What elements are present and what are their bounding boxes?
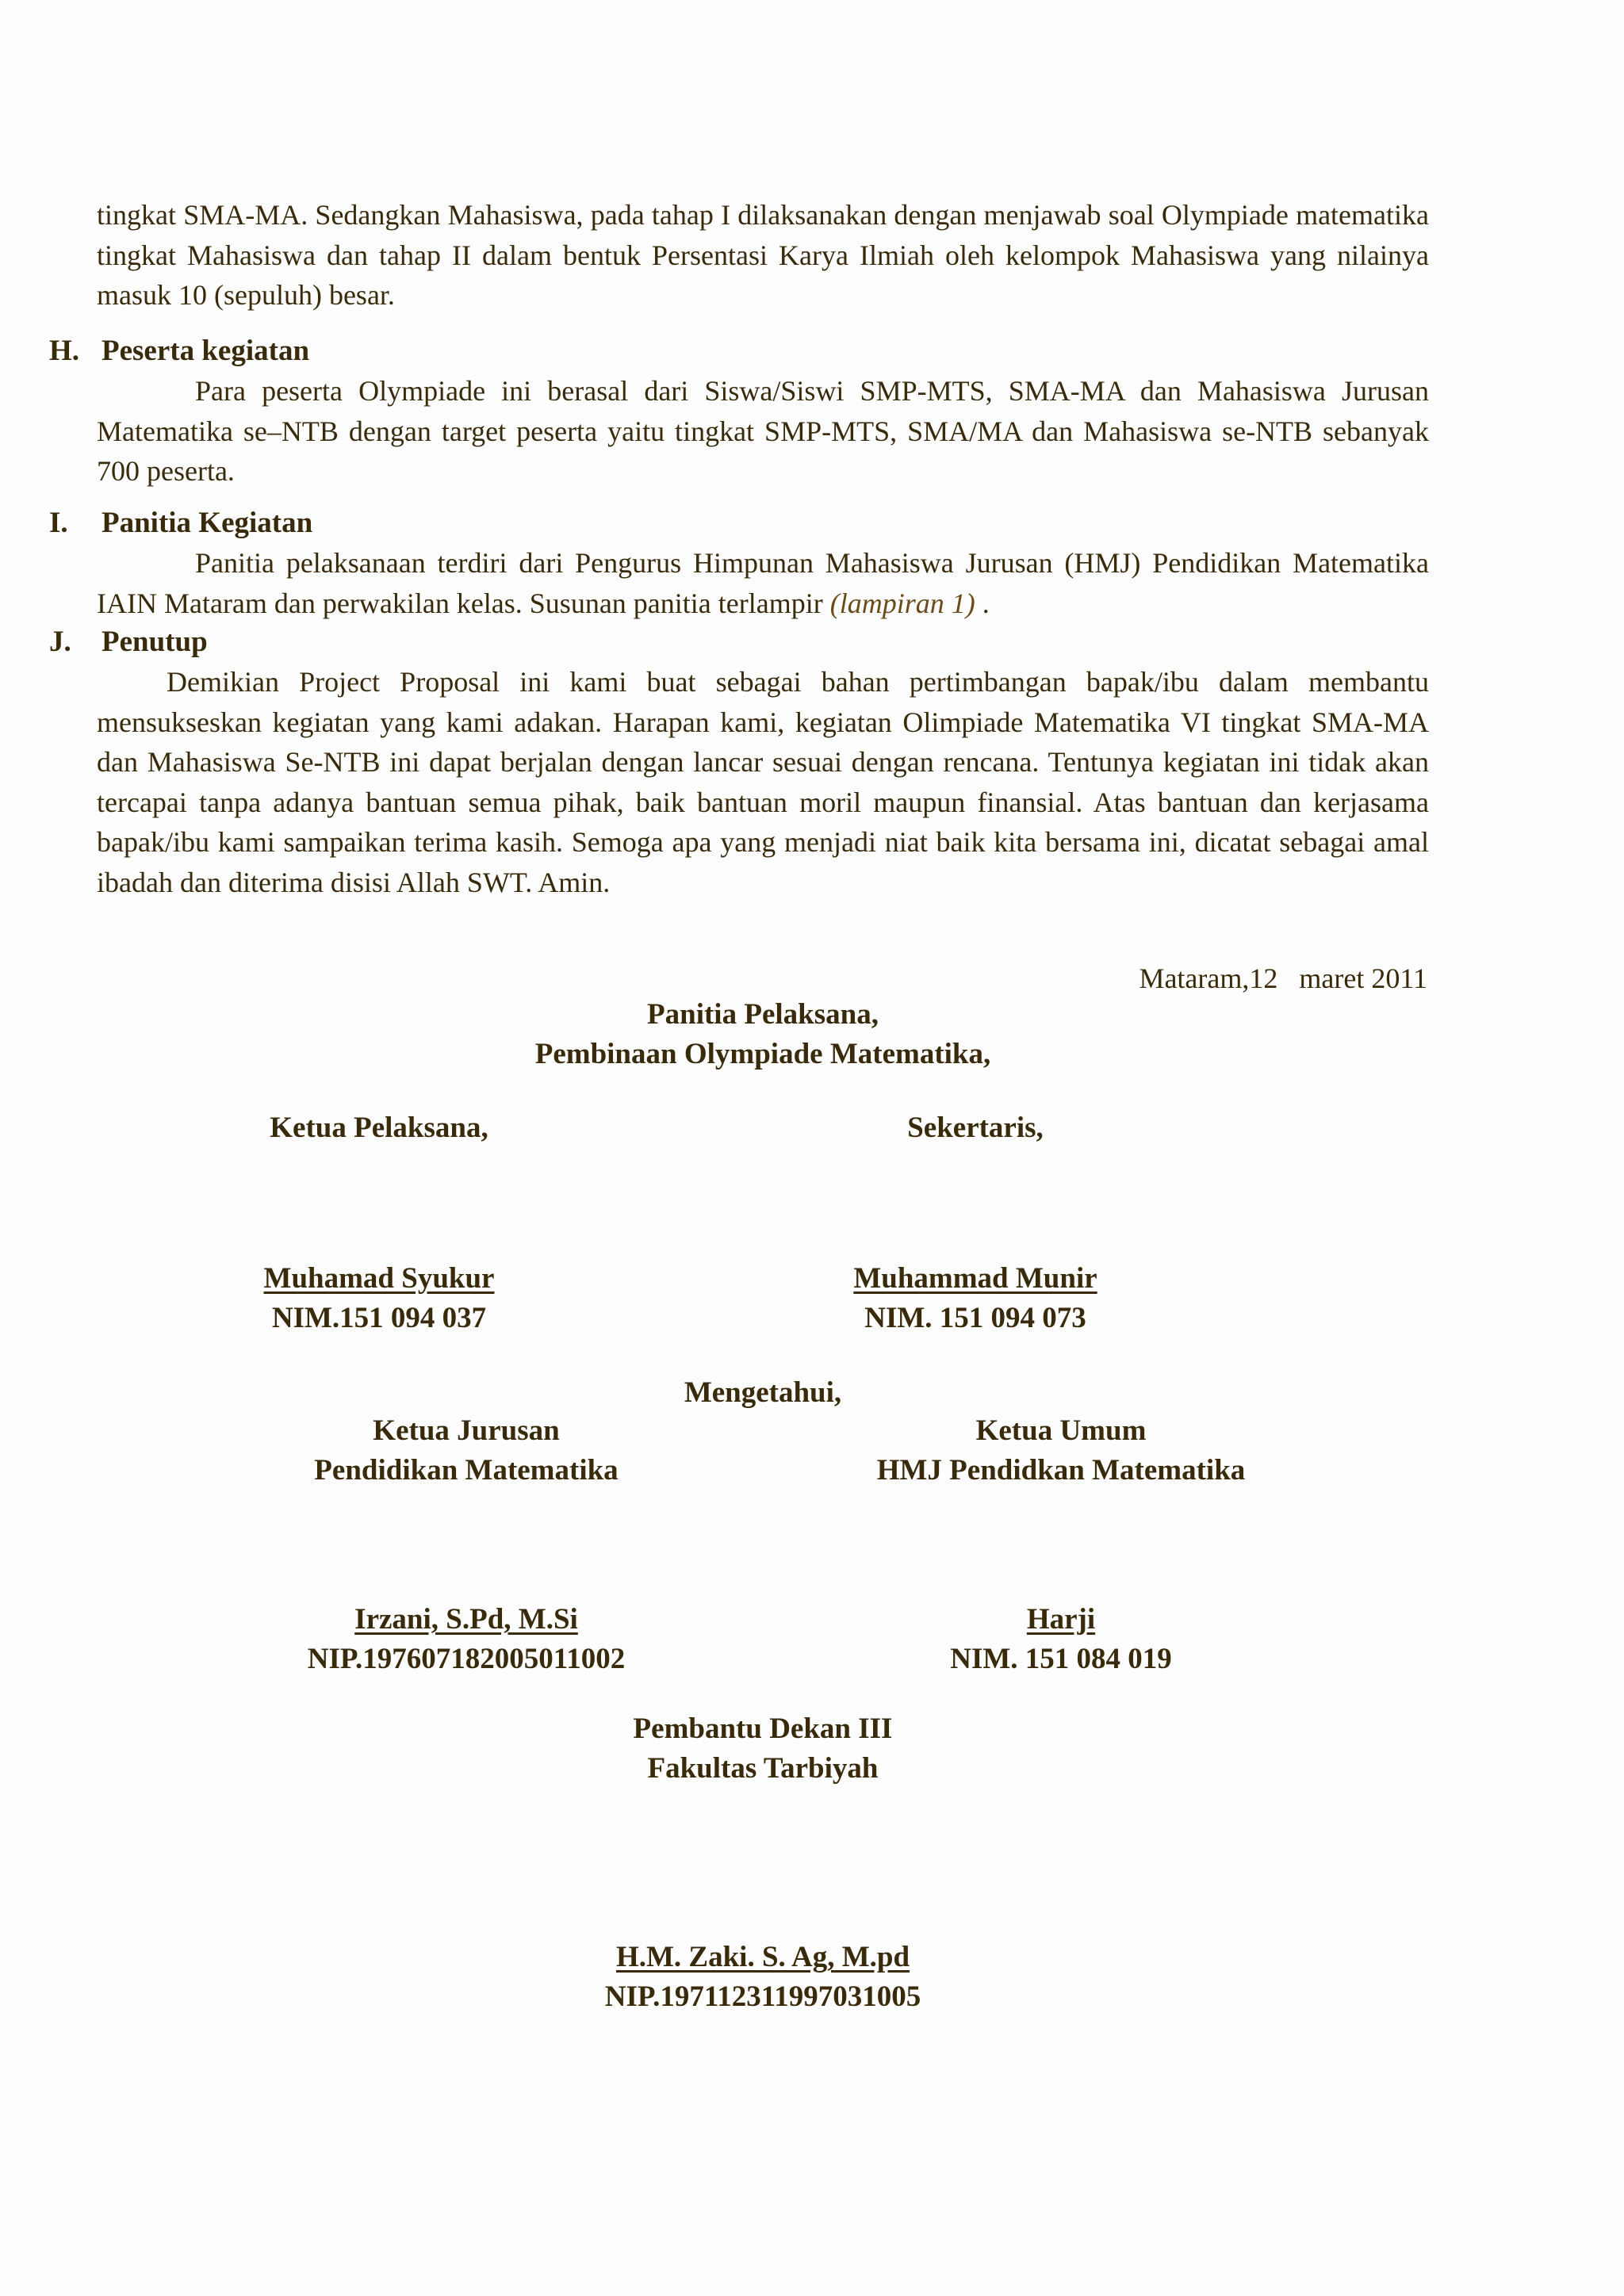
section-i-body: Panitia pelaksanaan terdiri dari Pengurus Himpunan Mahasiswa Jurusan (HMJ) Pendidikan Matematika IAIN Mataram dan perwakilan kelas. Susunan panitia terlampir	[97, 547, 1429, 619]
section-j-paragraph	[97, 662, 1429, 902]
committee-line-2: Pembinaan Olympiade Matematika,	[534, 1038, 991, 1070]
sekertaris-name: Muhammad Munir	[853, 1262, 1097, 1295]
ketua-umum-role-line-2: HMJ Pendidkan Matematika	[876, 1454, 1246, 1487]
pembantu-dekan-role	[0, 1709, 1526, 1789]
section-h-paragraph	[97, 371, 1429, 492]
mengetahui-label: Mengetahui,	[684, 1376, 842, 1409]
section-h-heading	[49, 331, 309, 371]
intro-text: tingkat SMA-MA. Sedangkan Mahasiswa, pada tahap I dilaksanakan dengan menjawab soal Olympiade matematika tingkat Mahasiswa dan tahap II dalam bentuk Persentasi Karya Ilmiah oleh kelompok Mahasiswa yang nilainya masuk 10 (sepuluh) besar.	[97, 199, 1429, 311]
ketua-pelaksana-signature	[220, 1259, 538, 1338]
committee-title	[0, 995, 1526, 1074]
ketua-pelaksana-id: NIM.151 094 037	[271, 1302, 487, 1334]
section-j-body: Demikian Project Proposal ini kami buat sebagai bahan pertimbangan bapak/ibu dalam membantu mensukseskan kegiatan yang kami adakan. Harapan kami, kegiatan Olimpiade Matematika VI tingkat SMA-MA dan Mahasiswa Se-NTB ini dapat berjalan dengan lancar sesuai dengan rencana. Tentunya kegiatan ini tidak akan tercapai tanpa adanya bantuan semua pihak, baik bantuan moril maupun finansial. Atas bantuan dan kerjasama bapak/ibu kami sampaikan terima kasih. Semoga apa yang menjadi niat baik kita bersama ini, dicatat sebagai amal ibadah dan diterima disisi Allah SWT. Amin.	[97, 666, 1429, 898]
section-j-letter: J.	[49, 626, 71, 658]
ketua-umum-signature	[863, 1600, 1259, 1679]
section-h-letter: H.	[49, 335, 80, 367]
ketua-umum-id: NIM. 151 084 019	[950, 1643, 1172, 1675]
ketua-umum-role	[863, 1411, 1259, 1490]
ketua-jurusan-name: Irzani, S.Pd, M.Si	[354, 1603, 578, 1636]
pembantu-dekan-signature	[0, 1938, 1526, 2017]
section-h-title: Peserta kegiatan	[102, 335, 310, 367]
ketua-jurusan-id: NIP.197607182005011002	[307, 1643, 626, 1675]
section-i-paragraph	[97, 543, 1429, 623]
ketua-pelaksana-role: Ketua Pelaksana,	[270, 1112, 488, 1144]
ketua-umum-name: Harji	[1026, 1603, 1096, 1636]
lampiran-reference: (lampiran 1)	[829, 587, 975, 619]
section-h-body: Para peserta Olympiade ini berasal dari Siswa/Siswi SMP-MTS, SMA-MA dan Mahasiswa Jurusan Matematika se–NTB dengan target peserta yaitu tingkat SMP-MTS, SMA/MA dan Mahasiswa se-NTB sebanyak 700 peserta.	[97, 375, 1429, 487]
ketua-jurusan-role-line-1: Ketua Jurusan	[373, 1414, 560, 1447]
sekertaris-id: NIM. 151 094 073	[864, 1302, 1086, 1334]
pembantu-dekan-role-line-1: Pembantu Dekan III	[633, 1712, 893, 1745]
pembantu-dekan-name: H.M. Zaki. S. Ag, M.pd	[615, 1941, 910, 1973]
letter-date: Mataram,12 maret 2011	[1139, 962, 1427, 994]
section-i-title: Panitia Kegiatan	[102, 507, 313, 539]
section-j-heading	[49, 622, 208, 662]
ketua-jurusan-role	[268, 1411, 665, 1490]
ketua-jurusan-signature	[268, 1600, 665, 1679]
sekertaris-signature	[817, 1259, 1134, 1338]
pembantu-dekan-role-line-2: Fakultas Tarbiyah	[647, 1752, 879, 1785]
ketua-umum-role-line-1: Ketua Umum	[975, 1414, 1147, 1447]
section-i-heading	[49, 503, 312, 543]
sekertaris-role: Sekertaris,	[907, 1112, 1044, 1144]
ketua-jurusan-role-line-2: Pendidikan Matematika	[314, 1454, 619, 1487]
ketua-pelaksana-name: Muhamad Syukur	[263, 1262, 495, 1295]
committee-line-1: Panitia Pelaksana,	[647, 998, 879, 1031]
section-i-body-end: .	[975, 587, 990, 619]
section-j-title: Penutup	[102, 626, 208, 658]
intro-paragraph	[97, 195, 1429, 316]
section-i-letter: I.	[49, 507, 68, 539]
pembantu-dekan-id: NIP.197112311997031005	[604, 1980, 921, 2013]
